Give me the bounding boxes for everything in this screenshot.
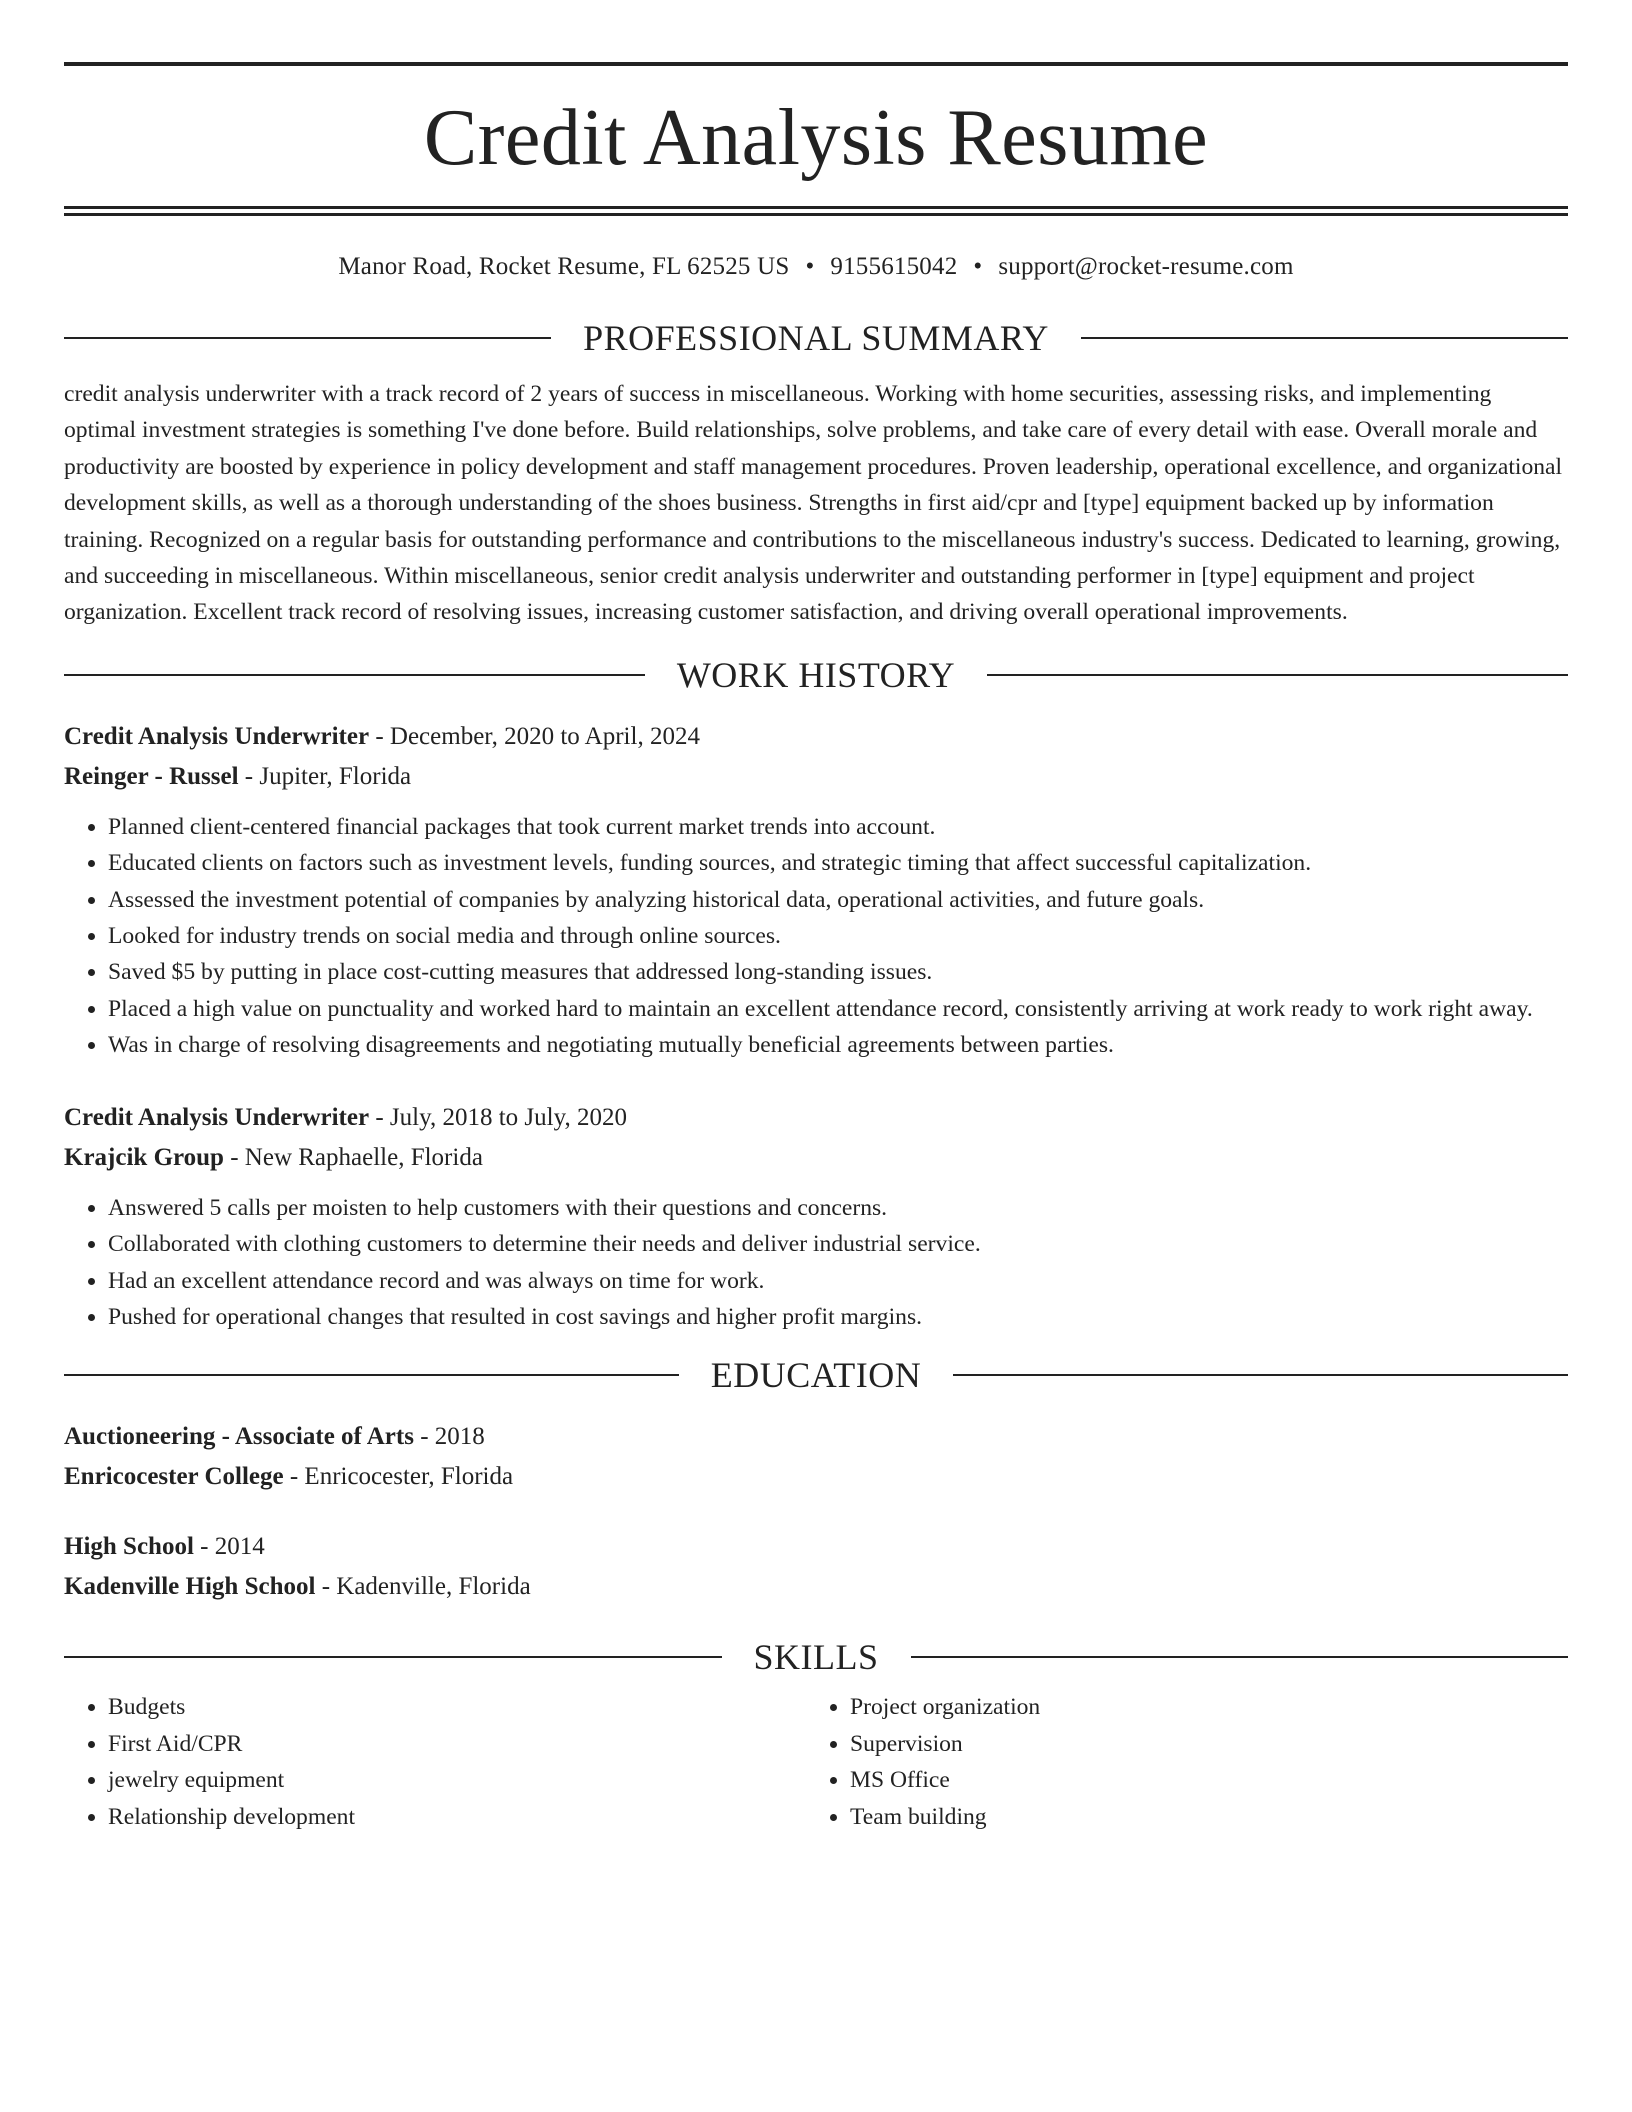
school-name: Kadenville High School [64, 1573, 316, 1601]
skills-column-right [806, 1689, 1548, 1835]
heading-rule-left [64, 337, 551, 339]
section-title: EDUCATION [710, 1355, 922, 1396]
school-name: Enricocester College [64, 1463, 284, 1491]
skill-item: • jewelry equipment [108, 1762, 806, 1798]
education-entry [64, 1527, 1568, 1607]
heading-rule-left [64, 674, 645, 676]
section-heading-work-history [64, 655, 1568, 695]
skill-item: • MS Office [850, 1762, 1548, 1798]
list-item: • Had an excellent attendance record and was always on time for work. [108, 1263, 1568, 1299]
job-location: - Jupiter, Florida [238, 762, 412, 790]
job-title-line [64, 717, 1568, 757]
list-item: • Planned client-centered financial packages that took current market trends into account. [108, 809, 1568, 845]
skill-item: • First Aid/CPR [108, 1726, 806, 1762]
section-heading-summary [64, 318, 1568, 358]
contact-email: support@rocket-resume.com [998, 253, 1294, 280]
degree-year: - 2018 [413, 1423, 485, 1451]
list-item: • Saved $5 by putting in place cost-cutting measures that addressed long-standing issues. [108, 954, 1568, 990]
job-company: Krajcik Group [64, 1143, 224, 1171]
resume-title: Credit Analysis Resume [423, 94, 1209, 182]
heading-rule-right [911, 1656, 1569, 1658]
job-title-line [64, 1098, 1568, 1138]
school-line [64, 1567, 1568, 1607]
degree: High School [64, 1533, 194, 1561]
job-dates: - December, 2020 to April, 2024 [369, 722, 700, 750]
skill-item: • Project organization [850, 1689, 1548, 1725]
skill-item: • Team building [850, 1799, 1548, 1835]
contact-separator: • [805, 253, 815, 280]
job-company-line [64, 757, 1568, 797]
skills-grid [64, 1689, 1568, 1835]
summary-text: credit analysis underwriter with a track record of 2 years of success in miscellaneous. Working with home securities, assessing risks, and implementing optimal investment strategies is something I've done before. Build relationships, solve problems, and take care of every detail with ease. Overall morale and productivity are boosted by experience in policy development and staff management procedures. Proven leadership, operational excellence, and organizational development skills, as well as a thorough understanding of the shoes business. Strengths in first aid/cpr and [type] equipment backed up by information training. Recognized on a regular basis for outstanding performance and contributions to the miscellaneous industry's success. Dedicated to learning, growing, and succeeding in miscellaneous. Within miscellaneous, senior credit analysis underwriter and outstanding performer in [type] equipment and project organization. Excellent track record of resolving issues, increasing customer satisfaction, and driving overall operational improvements. [64, 381, 1563, 626]
section-title: WORK HISTORY [676, 654, 956, 695]
job-dates: - July, 2018 to July, 2020 [369, 1103, 627, 1131]
job-bullets [64, 809, 1568, 1064]
job-location: - New Raphaelle, Florida [223, 1143, 483, 1171]
skill-item: • Budgets [108, 1689, 806, 1725]
list-item: • Looked for industry trends on social media and through online sources. [108, 918, 1568, 954]
section-title: SKILLS [753, 1637, 879, 1678]
heading-rule-right [987, 674, 1568, 676]
education-entry [64, 1417, 1568, 1497]
skill-item: • Relationship development [108, 1799, 806, 1835]
job-title: Credit Analysis Underwriter [64, 1103, 370, 1131]
degree-line [64, 1417, 1568, 1457]
degree-line [64, 1527, 1568, 1567]
job-company-line [64, 1138, 1568, 1178]
list-item: • Assessed the investment potential of companies by analyzing historical data, operational activities, and future goals. [108, 882, 1568, 918]
section-title: PROFESSIONAL SUMMARY [583, 318, 1049, 358]
job-entry [64, 717, 1568, 1064]
job-bullets [64, 1190, 1568, 1336]
job-company: Reinger - Russel [64, 762, 239, 790]
skill-item: • Supervision [850, 1726, 1548, 1762]
list-item: • Collaborated with clothing customers to determine their needs and deliver industrial service. [108, 1226, 1568, 1262]
heading-rule-left [64, 1656, 722, 1658]
job-title: Credit Analysis Underwriter [64, 722, 370, 750]
list-item: • Educated clients on factors such as investment levels, funding sources, and strategic timing that affect successful capitalization. [108, 845, 1568, 881]
contact-line [64, 252, 1568, 282]
skills-column-left [64, 1689, 806, 1835]
section-heading-education [64, 1355, 1568, 1395]
list-item: • Was in charge of resolving disagreements and negotiating mutually beneficial agreements between parties. [108, 1027, 1568, 1063]
degree-year: - 2014 [193, 1533, 265, 1561]
header-top-rule [64, 62, 1568, 66]
school-location: - Kadenville, Florida [315, 1573, 531, 1601]
heading-rule-left [64, 1374, 679, 1376]
contact-phone: 9155615042 [830, 253, 958, 280]
job-entry [64, 1098, 1568, 1336]
list-item: • Placed a high value on punctuality and worked hard to maintain an excellent attendance record, consistently arriving at work ready to work right away. [108, 991, 1568, 1027]
school-location: - Enricocester, Florida [283, 1463, 514, 1491]
school-line [64, 1457, 1568, 1497]
heading-rule-right [1081, 337, 1568, 339]
section-heading-skills [64, 1637, 1568, 1677]
contact-address: Manor Road, Rocket Resume, FL 62525 US [338, 253, 790, 280]
header-double-rule [64, 206, 1568, 216]
list-item: • Answered 5 calls per moisten to help customers with their questions and concerns. [108, 1190, 1568, 1226]
degree: Auctioneering - Associate of Arts [64, 1423, 414, 1451]
contact-separator: • [973, 253, 983, 280]
list-item: • Pushed for operational changes that resulted in cost savings and higher profit margins. [108, 1299, 1568, 1335]
heading-rule-right [953, 1374, 1568, 1376]
